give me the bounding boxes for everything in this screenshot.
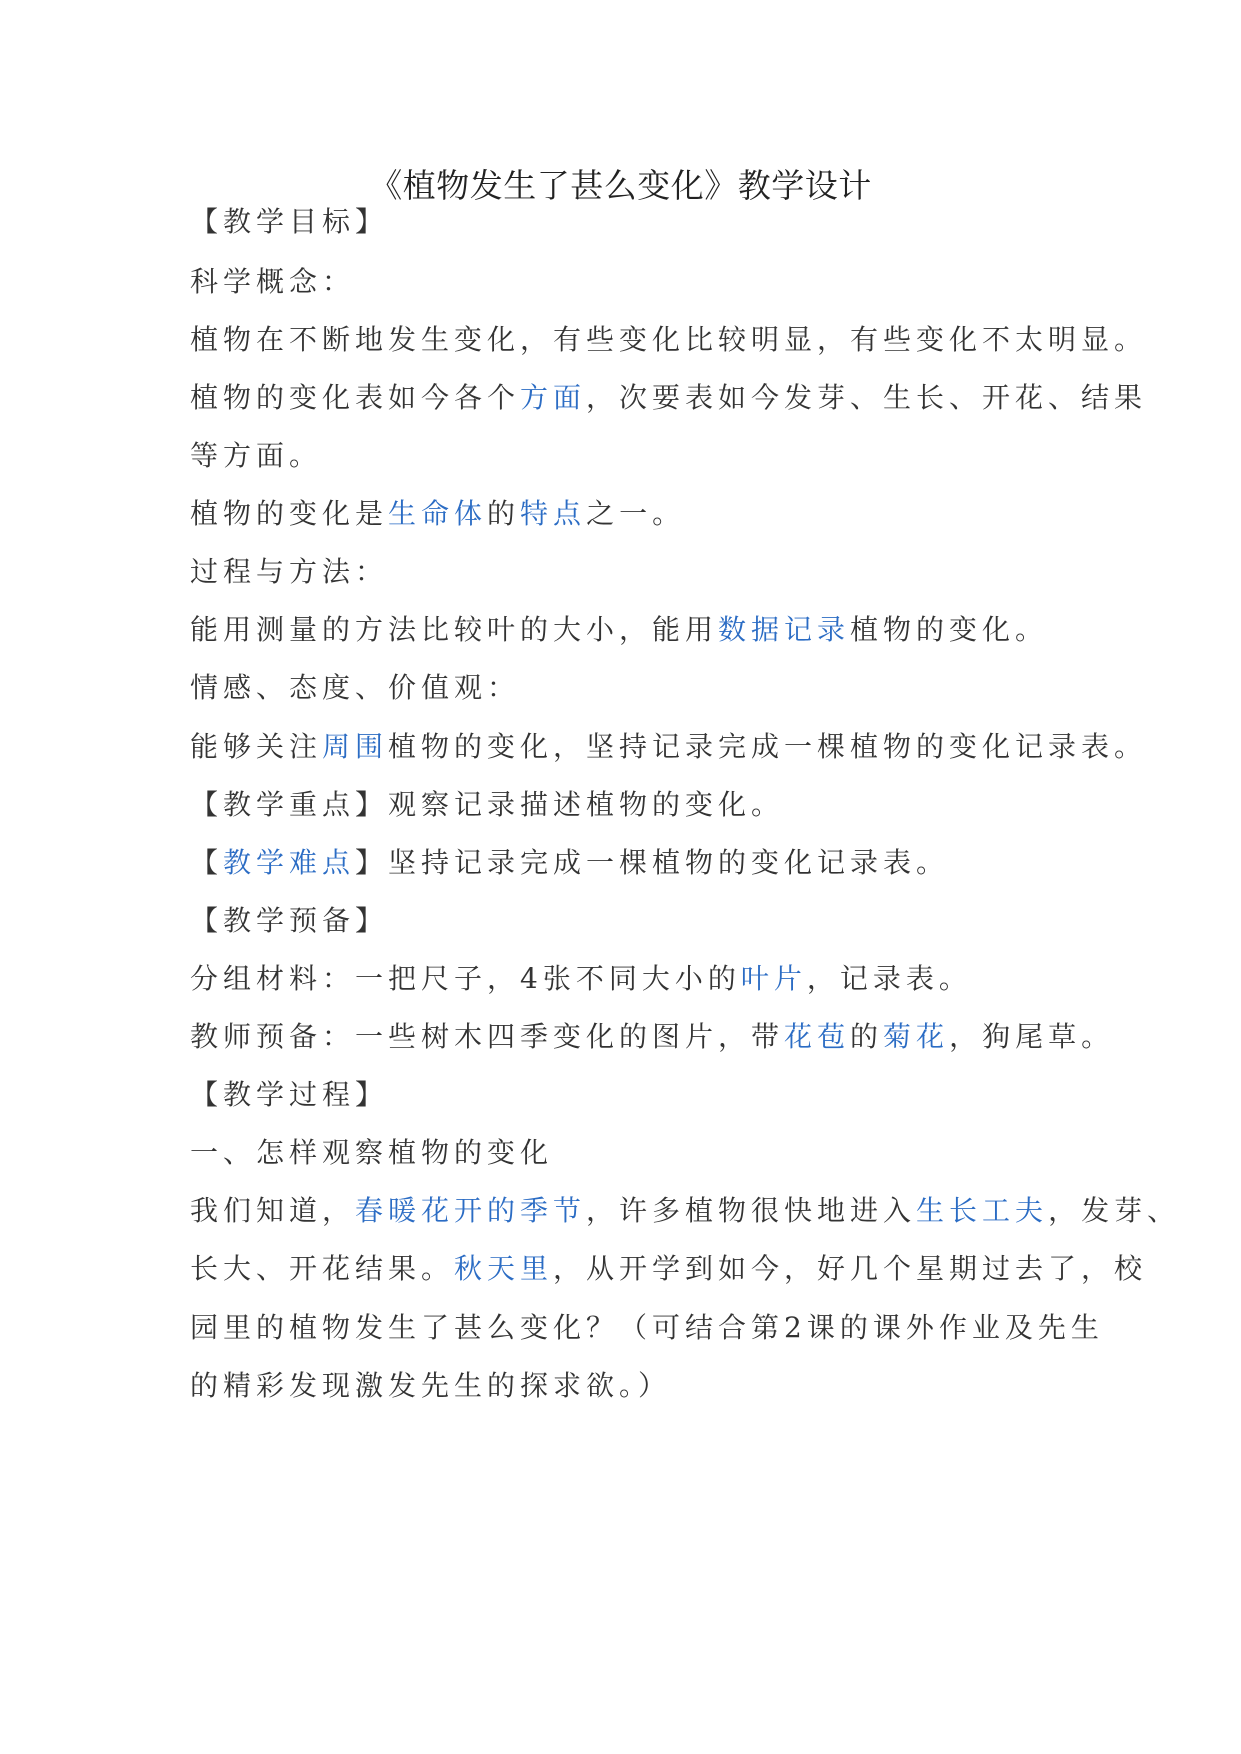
text-line: [190, 610, 1090, 650]
text-line: [190, 959, 1090, 999]
text-segment: 植物的变化表如今各个: [190, 381, 521, 414]
highlighted-term: 叶片: [740, 962, 807, 995]
text-segment: 植物的变化是: [190, 497, 389, 530]
text-segment: 园里的植物发生了甚么变化？（可结合第2课的课外作业及先生: [190, 1311, 1104, 1344]
text-line: [190, 1075, 1090, 1115]
text-segment: 【教学过程】: [190, 1078, 389, 1111]
highlighted-term: 菊花: [883, 1020, 950, 1053]
text-line: [190, 668, 1090, 708]
text-segment: 能够关注: [190, 730, 323, 763]
text-segment: 分组材料：一把尺子，4张不同大小的: [190, 962, 741, 995]
text-line: [190, 727, 1148, 767]
text-segment: 等方面。: [190, 439, 323, 472]
text-segment: 情感、态度、价值观：: [190, 671, 521, 704]
text-line: [190, 378, 1148, 418]
text-segment: ，许多植物很快地进入: [586, 1194, 917, 1227]
highlighted-term: 花苞: [784, 1020, 851, 1053]
text-segment: 【教学目标】: [190, 205, 389, 238]
highlighted-term: 教学难点: [223, 846, 356, 879]
text-segment: 过程与方法：: [190, 555, 389, 588]
text-segment: 科学概念：: [190, 265, 356, 298]
highlighted-term: 特点: [520, 497, 587, 530]
text-segment: 植物在不断地发生变化，有些变化比较明显，有些变化不太明显。: [190, 323, 1148, 356]
text-segment: 能用测量的方法比较叶的大小，能用: [190, 613, 719, 646]
text-line: [190, 436, 1090, 476]
text-segment: 一、怎样观察植物的变化: [190, 1136, 554, 1169]
text-line: [190, 1366, 1090, 1406]
highlighted-term: 方面: [520, 381, 587, 414]
text-segment: ，狗尾草。: [949, 1020, 1115, 1053]
text-line: [190, 494, 1090, 534]
text-line: [190, 1191, 1181, 1231]
text-segment: 植物的变化，坚持记录完成一棵植物的变化记录表。: [388, 730, 1148, 763]
text-line: [190, 262, 1090, 302]
text-segment: 的: [487, 497, 521, 530]
text-segment: ，发芽、: [1048, 1194, 1181, 1227]
highlighted-term: 生长工夫: [916, 1194, 1049, 1227]
highlighted-term: 春暖花开的季节: [355, 1194, 587, 1227]
text-line: [190, 1308, 1104, 1348]
text-segment: 】坚持记录完成一棵植物的变化记录表。: [355, 846, 950, 879]
text-segment: 的: [850, 1020, 884, 1053]
text-segment: 长大、开花结果。: [190, 1252, 455, 1285]
text-segment: 之一。: [586, 497, 686, 530]
text-segment: ，从开学到如今，好几个星期过去了，校: [553, 1252, 1148, 1285]
text-line: [190, 202, 1090, 242]
text-line: [190, 1133, 1090, 1173]
text-line: [190, 320, 1148, 360]
text-segment: ，次要表如今发芽、生长、开花、结果: [586, 381, 1148, 414]
highlighted-term: 生命体: [388, 497, 488, 530]
text-segment: 植物的变化。: [850, 613, 1049, 646]
text-line: [190, 843, 1090, 883]
text-segment: 【: [190, 846, 224, 879]
text-line: [190, 901, 1090, 941]
text-line: [190, 1249, 1148, 1289]
text-segment: 【教学预备】: [190, 904, 389, 937]
text-segment: 的精彩发现激发先生的探求欲。）: [190, 1369, 672, 1402]
page-title: 《植物发生了甚么变化》教学设计: [369, 166, 872, 205]
text-line: [190, 785, 1090, 825]
text-line: [190, 552, 1090, 592]
text-segment: 教师预备：一些树木四季变化的图片，带: [190, 1020, 785, 1053]
highlighted-term: 秋天里: [454, 1252, 554, 1285]
highlighted-term: 数据记录: [718, 613, 851, 646]
text-segment: ，记录表。: [806, 962, 972, 995]
text-segment: 【教学重点】观察记录描述植物的变化。: [190, 788, 785, 821]
text-segment: 我们知道，: [190, 1194, 356, 1227]
text-line: [190, 1017, 1115, 1057]
highlighted-term: 周围: [322, 730, 389, 763]
